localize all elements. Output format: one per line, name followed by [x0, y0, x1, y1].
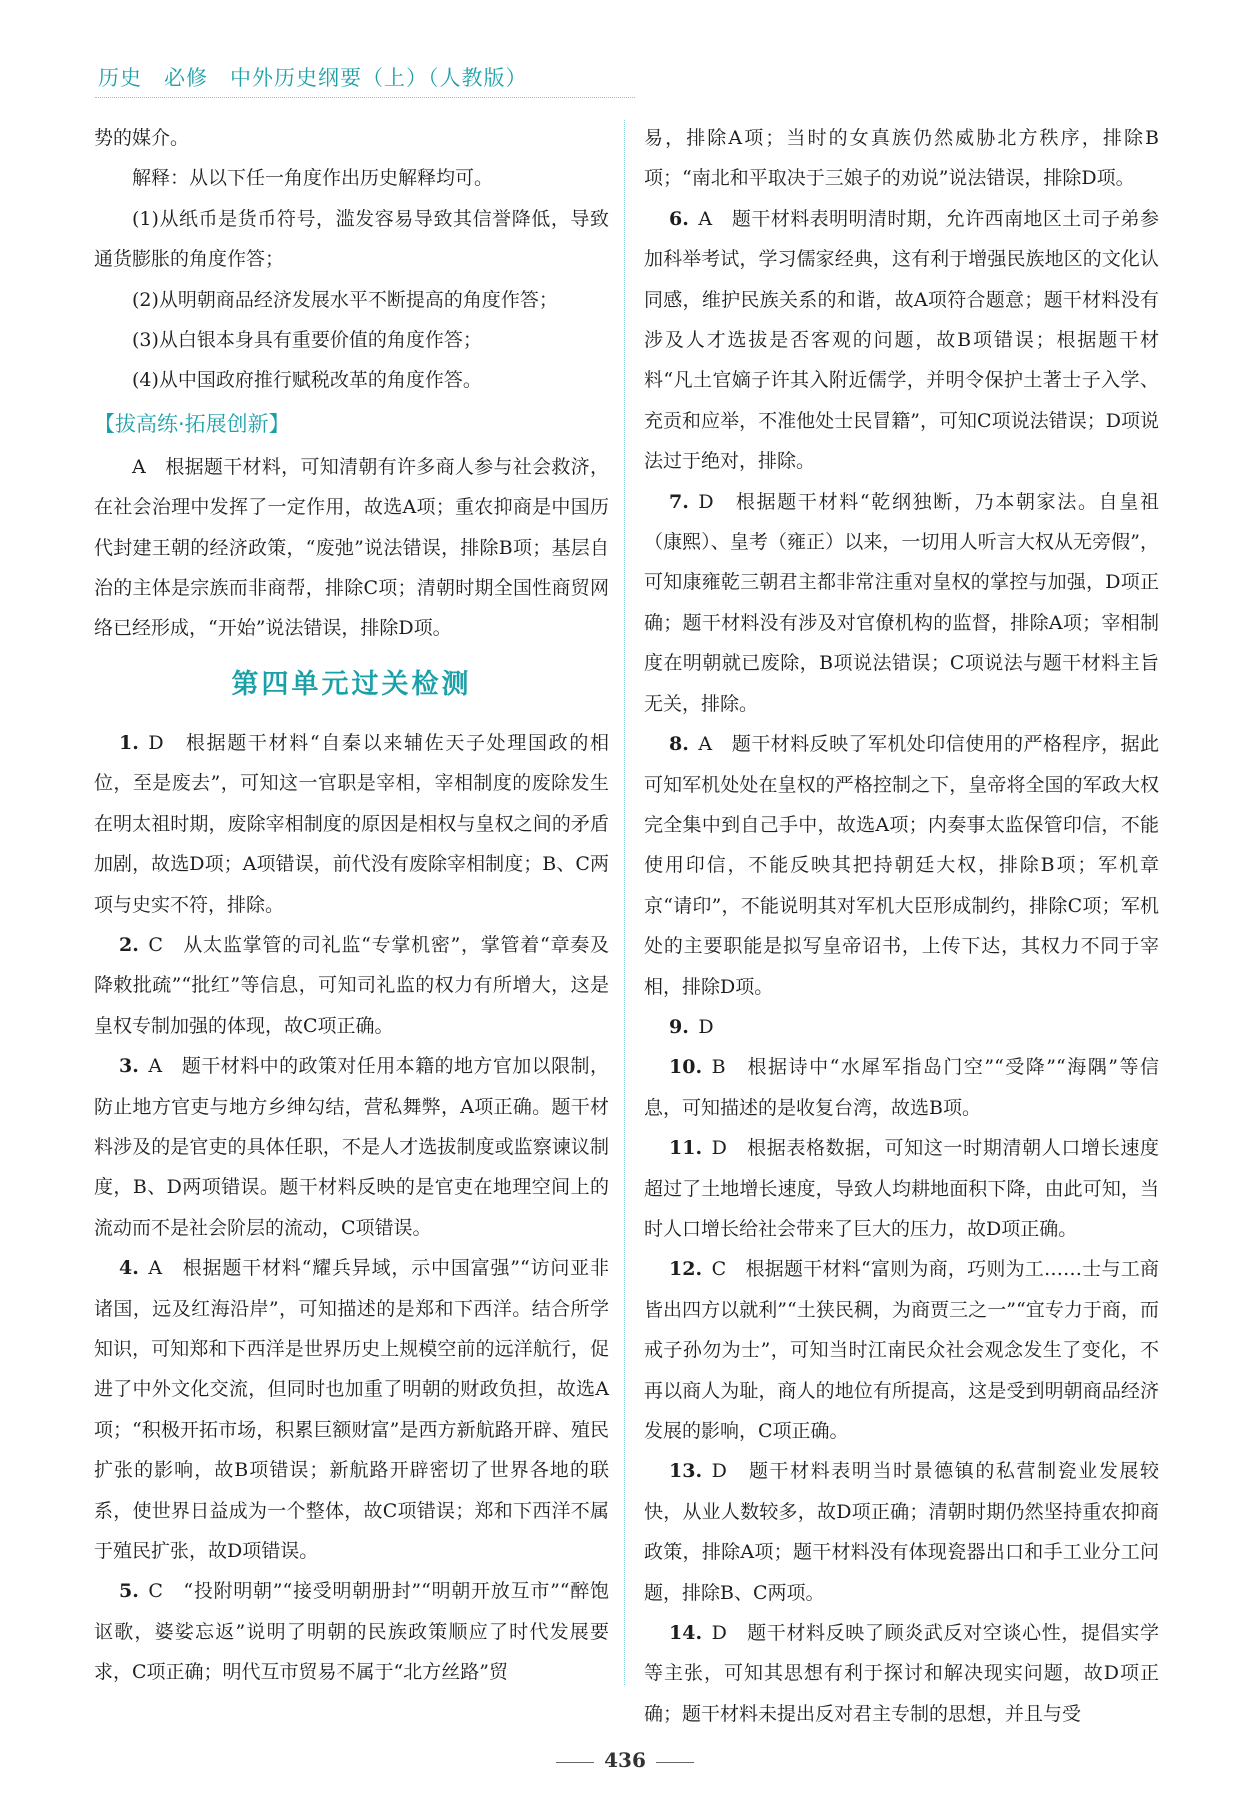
- answer-text: C “投附明朝”“接受明朝册封”“明朝开放互市”“醉饱讴歌，婆娑忘返”说明了明朝的民族政策顺应了时代发展要求，C项正确；明代互市贸易不属于“北方丝路”贸: [94, 1580, 609, 1684]
- answer-text: A 根据题干材料“耀兵异域，示中国富强”“访问亚非诸国，远及红海沿岸”，可知描述的是郑和下西洋。结合所学知识，可知郑和下西洋是世界历史上规模空前的远洋航行，促进了中外文化交流，但同时也加重了明朝的财政负担，故选A项；“积极开拓市场，积累巨额财富”是西方新航路开辟、殖民扩张的影响，故B项错误；新航路开辟密切了世界各地的联系，使世界日益成为一个整体，故C项错误；郑和下西洋不属于殖民扩张，故D项错误。: [94, 1257, 609, 1562]
- paragraph: (2)从明朝商品经济发展水平不断提高的角度作答；: [132, 288, 558, 311]
- unit-title: 第四单元过关检测: [231, 668, 472, 700]
- column-divider: [624, 120, 625, 1685]
- answer-text: D 题干材料反映了顾炎武反对空谈心性，提倡实学等主张，可知其思想有利于探讨和解决现实问题，故D项正确；题干材料未提出反对君主专制的思想，并且与受: [644, 1622, 1159, 1725]
- answer-text: A 题干材料中的政策对任用本籍的地方官加以限制，防止地方官吏与地方乡绅勾结，营私舞弊，A项正确。题干材料涉及的是官吏的具体任职，不是人才选拔制度或监察谏议制度，B、D两项错误。题干材料反映的是官吏在地理空间上的流动而不是社会阶层的流动，C项错误。: [94, 1055, 609, 1239]
- running-header: 历史 必修 中外历史纲要（上）（人教版）: [98, 66, 528, 90]
- answer-item: [644, 199, 1159, 482]
- answer-item: [644, 1451, 1159, 1613]
- right-column: [644, 118, 1159, 1734]
- answer-text: D 根据题干材料“乾纲独断，乃本朝家法。自皇祖（康熙）、皇考（雍正）以来，一切用人听言大权从无旁假”，可知康雍乾三朝君主都非常注重对皇权的掌控与加强，D项正确；题干材料没有涉及对官僚机构的监督，排除A项；宰相制度在明朝就已废除，B项说法错误；C项说法与题干材料主旨无关，排除。: [644, 490, 1159, 715]
- answer-number: 9.: [669, 1015, 689, 1038]
- answer-text: A 题干材料表明明清时期，允许西南地区土司子弟参加科举考试，学习儒家经典，这有利于增强民族地区的文化认同感，维护民族关系的和谐，故A项符合题意；题干材料没有涉及人才选拔是否客观的问题，故B项错误；根据题干材料“凡土官嫡子许其入附近儒学，并明令保护土著士子入学、充贡和应举，不准他处士民冒籍”，可知C项说法错误；D项说法过于绝对，排除。: [644, 207, 1159, 473]
- answer-number: 7.: [669, 490, 689, 513]
- left-column: [94, 118, 609, 1693]
- answer-item: [94, 1248, 609, 1571]
- answer-number: 13.: [669, 1460, 703, 1483]
- answer-text: D: [698, 1015, 714, 1038]
- paragraph: A 根据题干材料，可知清朝有许多商人参与社会救济，在社会治理中发挥了一定作用，故选A项；重农抑商是中国历代封建王朝的经济政策，“废弛”说法错误，排除B项；基层自治的主体是宗族而非商帮，排除C项；清朝时期全国性商贸网络已经形成，“开始”说法错误，排除D项。: [94, 455, 609, 640]
- answer-text: D 题干材料表明当时景德镇的私营制瓷业发展较快，从业人数较多，故D项正确；清朝时期仍然坚持重农抑商政策，排除A项；题干材料没有体现瓷器出口和手工业分工问题，排除B、C两项。: [644, 1460, 1159, 1604]
- answer-text: A 题干材料反映了军机处印信使用的严格程序，据此可知军机处处在皇权的严格控制之下，皇帝将全国的军政大权完全集中到自己手中，故选A项；内奏事太监保管印信，不能使用印信，不能反映其把持朝廷大权，排除B项；军机章京“请印”，不能说明其对军机大臣形成制约，排除C项；军机处的主要职能是拟写皇帝诏书，上传下达，其权力不同于宰相，排除D项。: [644, 733, 1159, 998]
- answer-text: C 根据题干材料“富则为商，巧则为工……士与工商皆出四方以就利”“土狭民稠，为商贾三之一”“宜专力于商，而戒子孙勿为士”，可知当时江南民众社会观念发生了变化，不再以商人为耻，商人的地位有所提高，这是受到明朝商品经济发展的影响，C项正确。: [644, 1258, 1159, 1442]
- answer-item: [644, 724, 1159, 1007]
- answer-item: [94, 925, 609, 1046]
- answer-number: 12.: [669, 1258, 703, 1281]
- footer-dash-right: [656, 1762, 694, 1763]
- answer-item: [644, 1249, 1159, 1451]
- paragraph: (1)从纸币是货币符号，滥发容易导致其信誉降低，导致通货膨胀的角度作答；: [94, 207, 609, 271]
- answer-number: 11.: [669, 1137, 703, 1160]
- paragraph: (3)从白银本身具有重要价值的角度作答；: [132, 329, 482, 352]
- answer-text: D 根据表格数据，可知这一时期清朝人口增长速度超过了土地增长速度，导致人均耕地面积下降，由此可知，当时人口增长给社会带来了巨大的压力，故D项正确。: [644, 1137, 1159, 1240]
- answer-item: [94, 1571, 609, 1692]
- header-divider: [95, 97, 635, 98]
- paragraph: 势的媒介。: [94, 127, 190, 149]
- paragraph: (4)从中国政府推行赋税改革的角度作答。: [132, 369, 482, 392]
- answer-item: [644, 1128, 1159, 1249]
- answer-item: [644, 482, 1159, 724]
- answer-number: 10.: [669, 1056, 703, 1079]
- section-tag: 【拔高练·拓展创新】: [94, 411, 290, 436]
- answer-text: B 根据诗中“水犀军指岛门空”“受降”“海隅”等信息，可知描述的是收复台湾，故选B项。: [644, 1056, 1159, 1119]
- answer-item: [94, 1046, 609, 1248]
- answer-item: [644, 1047, 1159, 1128]
- answer-text: C 从太监掌管的司礼监“专掌机密”，掌管着“章奏及降敕批疏”“批红”等信息，可知司礼监的权力有所增大，这是皇权专制加强的体现，故C项正确。: [94, 933, 609, 1037]
- answer-number: 2.: [119, 933, 139, 956]
- answer-number: 6.: [669, 207, 689, 230]
- answer-number: 8.: [669, 733, 689, 756]
- answer-number: 1.: [119, 731, 139, 754]
- paragraph: 解释：从以下任一角度作出历史解释均可。: [132, 167, 494, 190]
- page-number: 436: [604, 1748, 646, 1772]
- answer-number: 3.: [119, 1055, 139, 1078]
- answer-text: D 根据题干材料“自秦以来辅佐天子处理国政的相位，至是废去”，可知这一官职是宰相，宰相制度的废除发生在明太祖时期，废除宰相制度的原因是相权与皇权之间的矛盾加剧，故选D项；A项错误，前代没有废除宰相制度；B、C两项与史实不符，排除。: [94, 731, 609, 916]
- answer-item: [644, 1613, 1159, 1734]
- paragraph: 易，排除A项；当时的女真族仍然威胁北方秩序，排除B项；“南北和平取决于三娘子的劝说”说法错误，排除D项。: [644, 127, 1159, 190]
- page-footer: [0, 1748, 1250, 1772]
- answer-number: 5.: [119, 1580, 139, 1603]
- answer-item: [644, 1007, 1159, 1047]
- answer-number: 14.: [669, 1622, 703, 1645]
- answer-item: [94, 723, 609, 925]
- footer-dash-left: [556, 1762, 594, 1763]
- answer-number: 4.: [119, 1257, 139, 1280]
